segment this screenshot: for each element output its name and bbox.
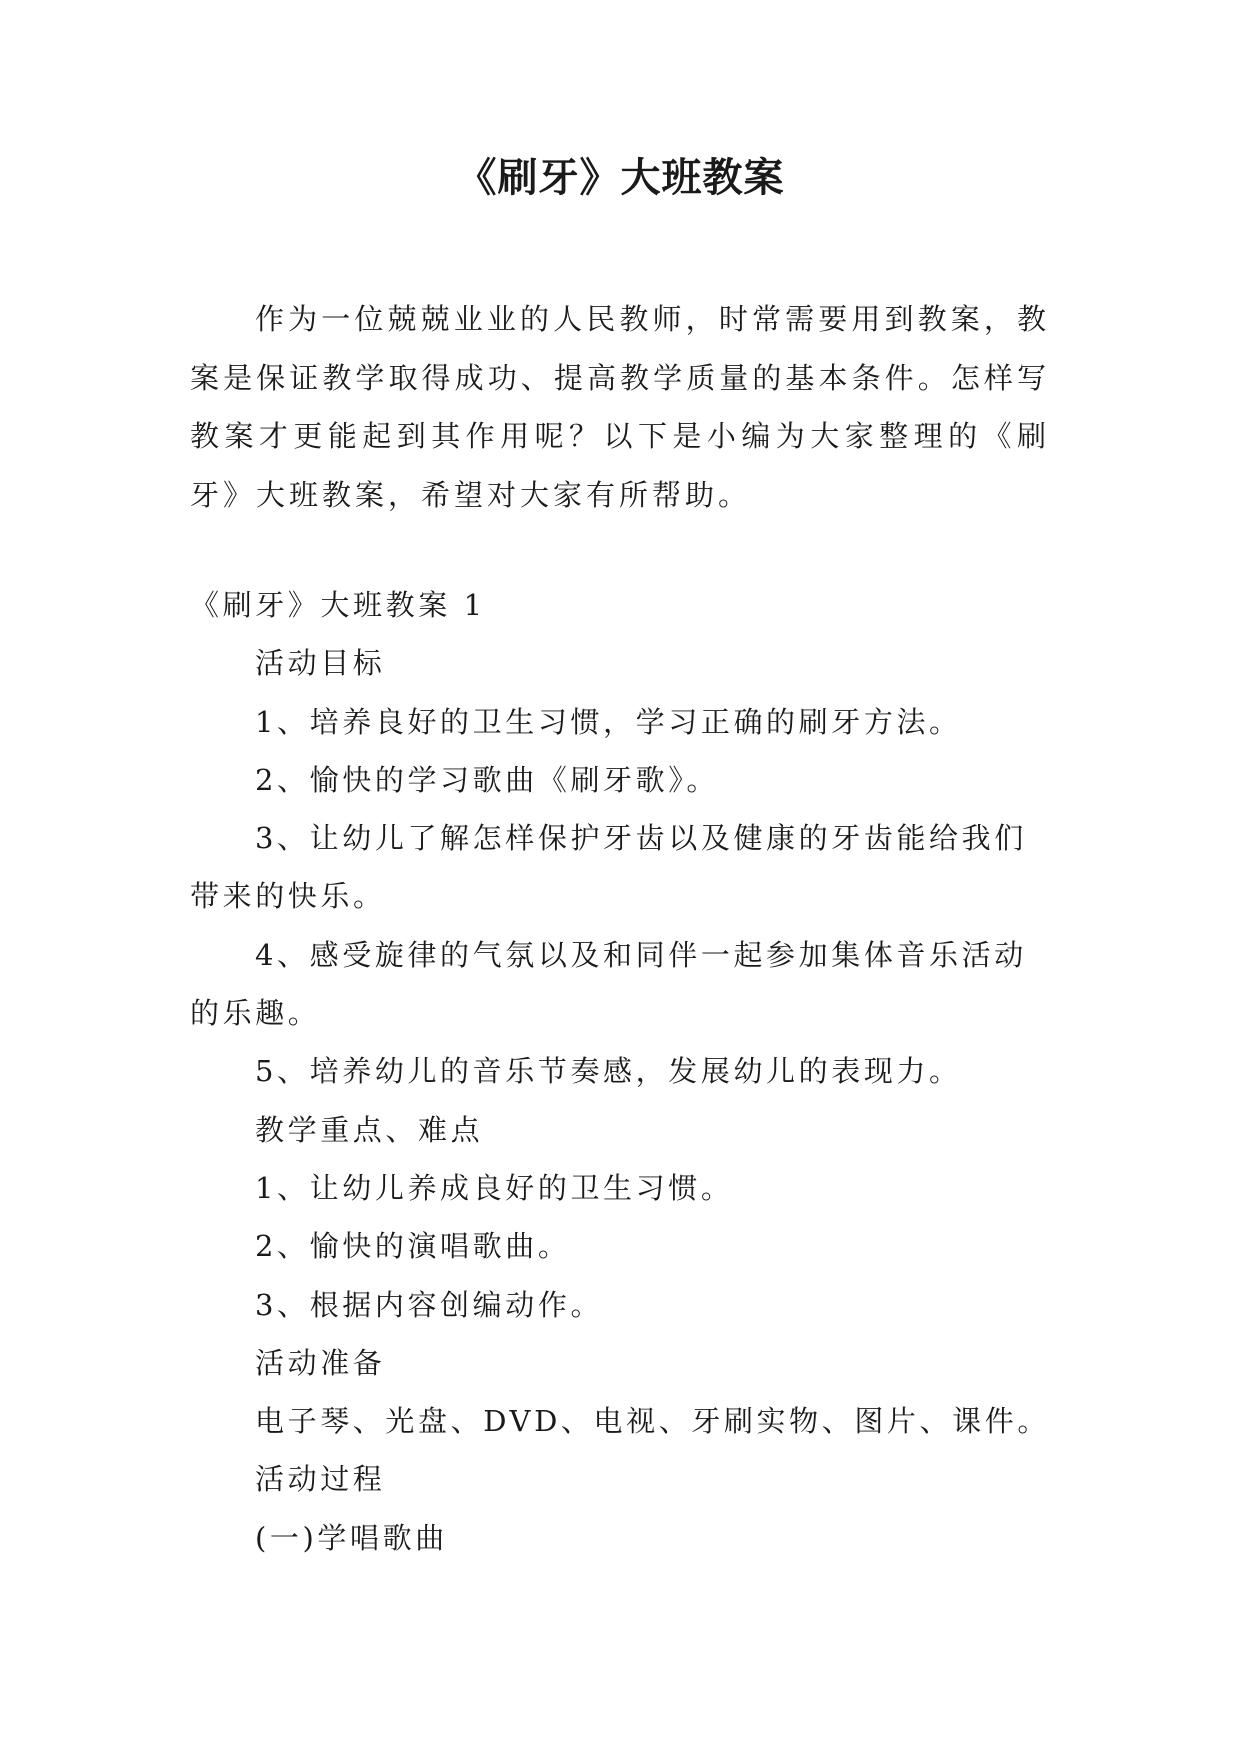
- section-heading: 《刷牙》大班教案 1: [190, 588, 486, 622]
- subheading-preparation: 活动准备: [255, 1345, 386, 1380]
- key-point-1: 1、让幼儿养成良好的卫生习惯。: [255, 1170, 734, 1205]
- goal-item-1: 1、培养良好的卫生习惯，学习正确的刷牙方法。: [255, 704, 962, 739]
- subheading-key-points: 教学重点、难点: [255, 1112, 484, 1147]
- intro-paragraph: 作为一位兢兢业业的人民教师，时常需要用到教案，教案是保证教学取得成功、提高教学质量的基本条件。怎样写教案才更能起到其作用呢？以下是小编为大家整理的《刷牙》大班教案，希望对大家有所帮助。: [190, 302, 1050, 512]
- subheading-process: 活动过程: [255, 1462, 386, 1497]
- process-step-1: (一)学唱歌曲: [255, 1520, 448, 1555]
- document-title: 《刷牙》大班教案: [456, 155, 785, 201]
- goal-item-2: 2、愉快的学习歌曲《刷牙歌》。: [255, 762, 719, 797]
- goal-item-3-continued: 带来的快乐。: [190, 879, 386, 914]
- key-point-3: 3、根据内容创编动作。: [255, 1287, 604, 1322]
- goal-item-3: 3、让幼儿了解怎样保护牙齿以及健康的牙齿能给我们: [255, 821, 1027, 856]
- subheading-activity-goals: 活动目标: [255, 646, 386, 681]
- goal-item-4-continued: 的乐趣。: [190, 996, 321, 1031]
- goal-item-5: 5、培养幼儿的音乐节奏感，发展幼儿的表现力。: [255, 1054, 962, 1089]
- goal-item-4: 4、感受旋律的气氛以及和同伴一起参加集体音乐活动: [255, 937, 1027, 972]
- key-point-2: 2、愉快的演唱歌曲。: [255, 1229, 571, 1264]
- preparation-materials: 电子琴、光盘、DVD、电视、牙刷实物、图片、课件。: [255, 1404, 1050, 1439]
- document-body: [190, 576, 1060, 1567]
